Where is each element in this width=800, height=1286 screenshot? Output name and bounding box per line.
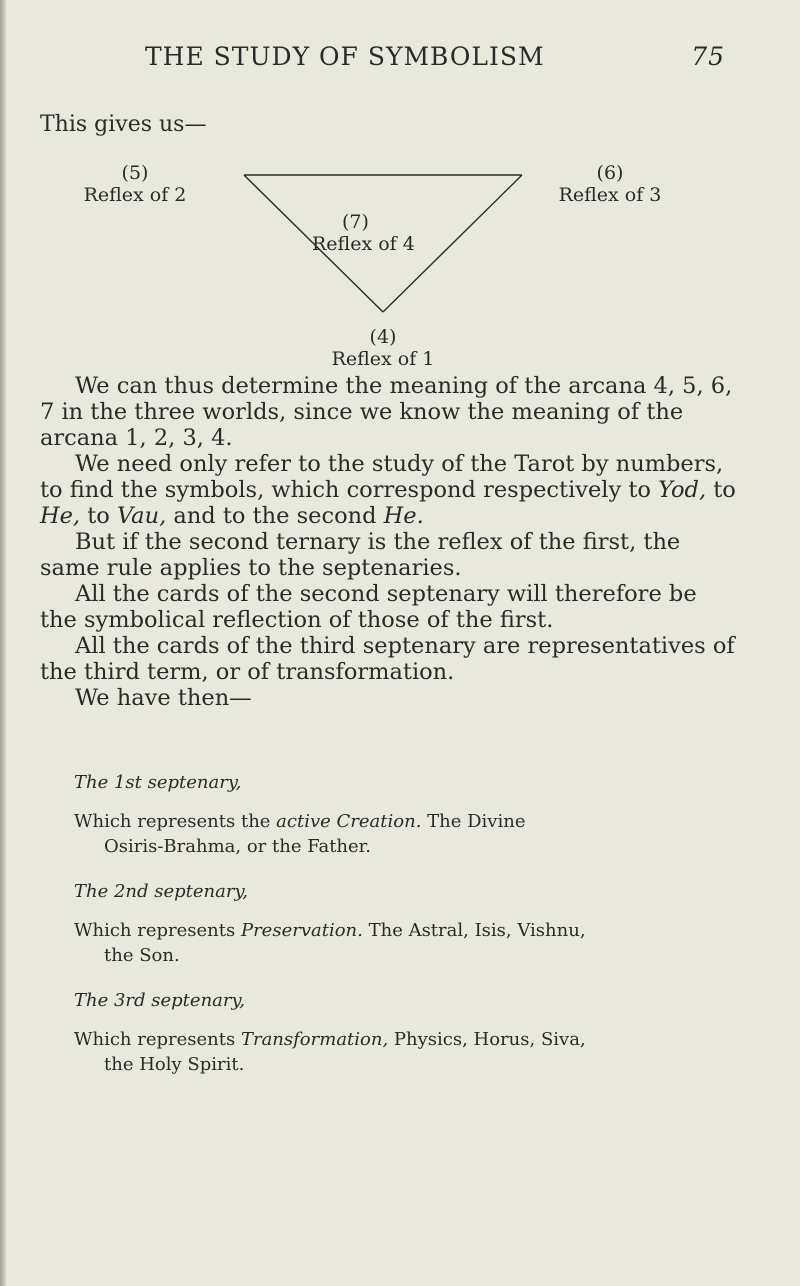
- running-title: THE STUDY OF SYMBOLISM: [145, 42, 545, 71]
- paragraph-4: All the cards of the second septenary will therefore be the symbolical reflection of those of the first.: [40, 581, 697, 633]
- term-vau: Vau,: [117, 503, 167, 529]
- label-reflex-of-3: [530, 162, 690, 206]
- entry-desc-post: The Divine: [421, 811, 526, 832]
- entry-description: [40, 918, 740, 968]
- p2-sep-4: and to the second: [166, 503, 384, 529]
- label-5-text: Reflex of 2: [83, 184, 187, 206]
- entry-desc-pre: Which represents: [74, 1029, 241, 1050]
- entry-heading: The 3rd septenary,: [74, 990, 245, 1011]
- label-4-num: (4): [369, 326, 397, 348]
- paragraph-2-text: We need only refer to the study of the Tarot by numbers, to find the symbols, which correspond respectively to: [40, 451, 724, 503]
- entry-desc-em: Transformation,: [240, 1029, 389, 1050]
- term-he: He,: [40, 503, 81, 529]
- entry-desc-em: Preservation.: [240, 920, 363, 941]
- entry-desc-post: Physics, Horus, Siva,: [388, 1029, 586, 1050]
- entry-desc-line2: the Holy Spirit.: [104, 1054, 245, 1075]
- p2-sep-2: to: [706, 477, 736, 503]
- label-7-text: Reflex of 4: [312, 233, 415, 255]
- label-7-num: (7): [342, 211, 369, 233]
- septenary-list: [40, 770, 740, 1097]
- label-reflex-of-1: [300, 326, 466, 370]
- entry-desc-em: active Creation.: [276, 811, 422, 832]
- body-text: [40, 373, 740, 711]
- entry-desc-line2: Osiris-Brahma, or the Father.: [104, 836, 372, 857]
- septenary-entry-1: [40, 770, 740, 859]
- paragraph-1: We can thus determine the meaning of the arcana 4, 5, 6, 7 in the three worlds, since we know the meaning of the arcana 1, 2, 3, 4.: [40, 373, 733, 451]
- paragraph-2: [40, 451, 740, 529]
- entry-description: [40, 1027, 740, 1077]
- septenary-entry-2: [40, 879, 740, 968]
- entry-description: [40, 809, 740, 859]
- septenary-entry-3: [40, 988, 740, 1077]
- lead-line: This gives us—: [40, 112, 207, 137]
- reflex-diagram: [0, 0, 800, 420]
- label-5-num: (5): [121, 162, 149, 184]
- term-second-he: He.: [383, 503, 424, 529]
- p2-sep-3: to: [80, 503, 117, 529]
- entry-heading: The 1st septenary,: [74, 772, 242, 793]
- term-yod: Yod,: [658, 477, 707, 503]
- entry-desc-pre: Which represents the: [74, 811, 277, 832]
- label-6-text: Reflex of 3: [558, 184, 662, 206]
- label-reflex-of-2: [60, 162, 210, 206]
- label-reflex-of-4: [300, 211, 460, 255]
- label-4-text: Reflex of 1: [331, 348, 435, 370]
- paragraph-6: We have then—: [75, 685, 252, 711]
- page-number: 75: [691, 42, 725, 71]
- entry-desc-pre: Which represents: [74, 920, 241, 941]
- entry-heading: The 2nd septenary,: [74, 881, 248, 902]
- entry-desc-line2: the Son.: [104, 945, 180, 966]
- label-6-num: (6): [596, 162, 624, 184]
- paragraph-3: But if the second ternary is the reflex of the first, the same rule applies to the septenaries.: [40, 529, 681, 581]
- paragraph-5: All the cards of the third septenary are representatives of the third term, or of transformation.: [40, 633, 735, 685]
- entry-desc-post: The Astral, Isis, Vishnu,: [362, 920, 586, 941]
